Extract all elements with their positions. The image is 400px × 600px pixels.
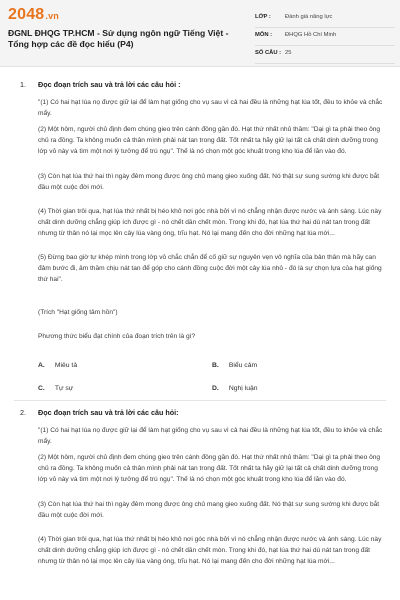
option-label: A. (38, 362, 45, 369)
option-c[interactable] (38, 385, 73, 392)
passage-paragraph: (4) Thời gian trôi qua, hạt lúa thứ nhất bị héo khô nơi góc nhà bởi vì nó chẳng nhận được nước và ánh sáng. Lúc này chất dinh dưỡng chẳng giúp ích được gì - nó chết dần chết mòn. Trong khi đó, hạt lúa thứ hai dù nát tan trong đất nhưng từ thân nó lại mọc lên cây lúa vàng óng, trĩu hạt. Nó lại mang đến cho đời những hạt lúa mới... (38, 208, 382, 237)
option-label: C. (38, 385, 45, 392)
question-title: Đọc đoạn trích sau và trả lời các câu hỏi: (38, 408, 179, 417)
meta-row-subject (255, 28, 395, 46)
site-logo-text: 2048 (8, 6, 45, 23)
passage-paragraph: (2) Một hôm, người chủ định đem chúng gieo trên cánh đồng gần đó. Hạt thứ nhất nhủ thầm: "Dại gì ta phải theo ông chủ ra đồng. Ta không muốn cả thân mình phải nát tan trong đất. Tốt nhất ta hãy giữ lại tất cả chất dinh dưỡng trong lớp vỏ này và tìm một nơi lý tưởng để trú ngụ". Thế là nó chọn một góc khuất trong kho lúa để lăn vào đó. (38, 126, 381, 155)
question-number: 2. (20, 408, 26, 417)
meta-key: LỚP : (255, 14, 271, 20)
meta-value: Đánh giá năng lực (285, 14, 333, 20)
site-logo-suffix: .vn (45, 11, 60, 21)
document-title: ĐGNL ĐHQG TP.HCM - Sử dụng ngôn ngữ Tiếng Việt - Tổng hợp các đề đọc hiểu (P4) (8, 28, 229, 49)
passage-paragraph: (4) Thời gian trôi qua, hạt lúa thứ nhất bị héo khô nơi góc nhà bởi vì nó chẳng nhận được nước và ánh sáng. Lúc này chất dinh dưỡng chẳng giúp ích được gì - nó chết dần chết mòn. Trong khi đó, hạt lúa thứ hai dù nát tan trong đất nhưng từ thân nó lại mọc lên cây lúa vàng óng, trĩu hạt. Nó lại mang đến cho đời những hạt lúa mới... (38, 536, 382, 565)
meta-key: SỐ CÂU : (255, 50, 282, 56)
passage-paragraph: "(1) Có hai hạt lúa nọ được giữ lại để làm hạt giống cho vụ sau vì cả hai đều là những hạt lúa tốt, đều to khỏe và chắc mẩy. (38, 99, 383, 117)
option-a[interactable] (38, 362, 77, 369)
document-meta (255, 10, 395, 64)
passage-paragraph: (2) Một hôm, người chủ định đem chúng gieo trên cánh đồng gần đó. Hạt thứ nhất nhủ thầm: "Dại gì ta phải theo ông chủ ra đồng. Ta không muốn cả thân mình phải nát tan trong đất. Tốt nhất ta hãy giữ lại tất cả chất dinh dưỡng trong lớp vỏ này và tìm một nơi lý tưởng để trú ngụ". Thế là nó chọn một góc khuất trong kho lúa để lăn vào đó. (38, 454, 381, 483)
question-divider (14, 400, 386, 401)
option-d[interactable] (212, 385, 258, 392)
option-label: B. (212, 362, 219, 369)
option-b[interactable] (212, 362, 257, 369)
meta-row-class (255, 10, 395, 28)
meta-row-count (255, 46, 395, 64)
question-title: Đọc đoạn trích sau và trả lời các câu hỏi : (38, 80, 181, 89)
passage-paragraph: (5) Đừng bao giờ tự khép mình trong lớp vỏ chắc chắn để cố giữ sự nguyên vẹn vô nghĩa của bản thân mà hãy can đảm bước đi, âm thầm chịu nát tan để góp cho cánh đồng cuộc đời một cây lúa nhỏ - đó là sự chọn lựa của hạt giống thứ hai". (38, 254, 382, 283)
passage-paragraph: (3) Còn hạt lúa thứ hai thì ngày đêm mong được ông chủ mang gieo xuống đất. Nó thật sự sung sướng khi được bắt đầu một cuộc đời mới. (38, 173, 380, 191)
meta-value: ĐHQG Hồ Chí Minh (285, 32, 337, 38)
option-text: Tự sự (54, 385, 74, 392)
question-number: 1. (20, 80, 26, 89)
passage-source: (Trích "Hạt giống tâm hồn") (38, 309, 118, 316)
site-logo[interactable] (8, 6, 59, 24)
option-text: Miêu tả (54, 362, 78, 369)
option-text: Nghị luận (228, 385, 258, 392)
option-text: Biểu cảm (228, 362, 258, 369)
question-prompt: Phương thức biểu đạt chính của đoạn trích trên là gì? (38, 333, 196, 340)
passage-paragraph: (3) Còn hạt lúa thứ hai thì ngày đêm mong được ông chủ mang gieo xuống đất. Nó thật sự sung sướng khi được bắt đầu một cuộc đời mới. (38, 501, 380, 519)
meta-value: 25 (285, 50, 292, 56)
meta-key: MÔN : (255, 32, 273, 38)
document-header (0, 0, 400, 67)
option-label: D. (212, 385, 219, 392)
passage-paragraph: "(1) Có hai hạt lúa nọ được giữ lại để làm hạt giống cho vụ sau vì cả hai đều là những hạt lúa tốt, đều to khỏe và chắc mẩy. (38, 427, 383, 445)
